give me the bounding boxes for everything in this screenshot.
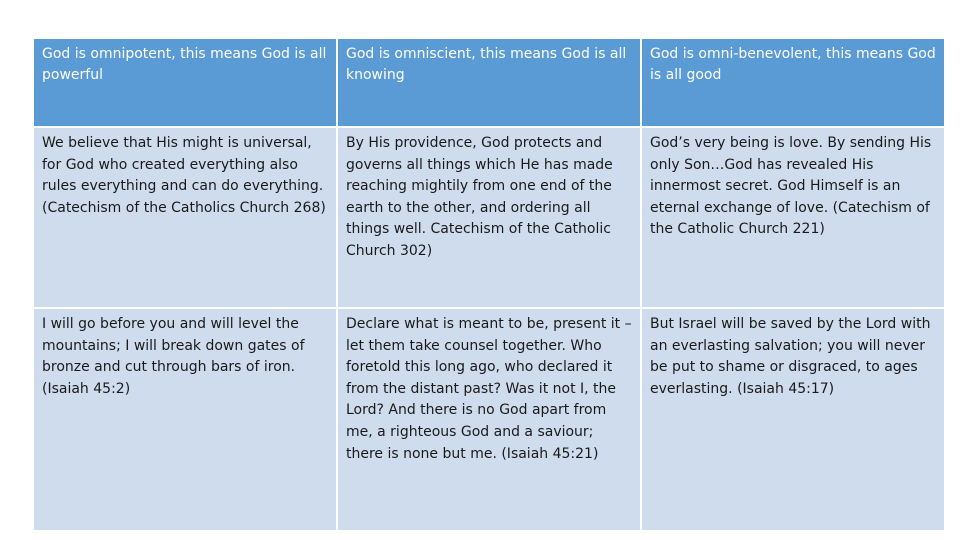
header-omnipotent: God is omnipotent, this means God is all powerful <box>33 38 337 127</box>
header-omniscient: God is omniscient, this means God is all knowing <box>337 38 641 127</box>
header-row <box>33 38 945 127</box>
table-row-isaiah <box>33 308 945 531</box>
cell-omniscient-isaiah: Declare what is meant to be, present it – let them take counsel together. Who foretold this long ago, who declared it from the distant past? Was it not I, the Lord? And there is no God apart from me, a righteous God and a saviour; there is none but me. (Isaiah 45:21) <box>337 308 641 531</box>
attributes-table <box>32 37 946 532</box>
table-row-catechism <box>33 127 945 308</box>
cell-omnipotent-isaiah: I will go before you and will level the mountains; I will break down gates of bronze and cut through bars of iron. (Isaiah 45:2) <box>33 308 337 531</box>
cell-omni-benevolent-isaiah: But Israel will be saved by the Lord with an everlasting salvation; you will never be put to shame or disgraced, to ages everlasting. (Isaiah 45:17) <box>641 308 945 531</box>
cell-omniscient-catechism: By His providence, God protects and governs all things which He has made reaching mightily from one end of the earth to the other, and ordering all things well. Catechism of the Catholic Church 302) <box>337 127 641 308</box>
cell-omni-benevolent-catechism: God’s very being is love. By sending His only Son…God has revealed His innermost secret. God Himself is an eternal exchange of love. (Catechism of the Catholic Church 221) <box>641 127 945 308</box>
cell-omnipotent-catechism: We believe that His might is universal, for God who created everything also rules everything and can do everything. (Catechism of the Catholics Church 268) <box>33 127 337 308</box>
header-omni-benevolent: God is omni-benevolent, this means God is all good <box>641 38 945 127</box>
